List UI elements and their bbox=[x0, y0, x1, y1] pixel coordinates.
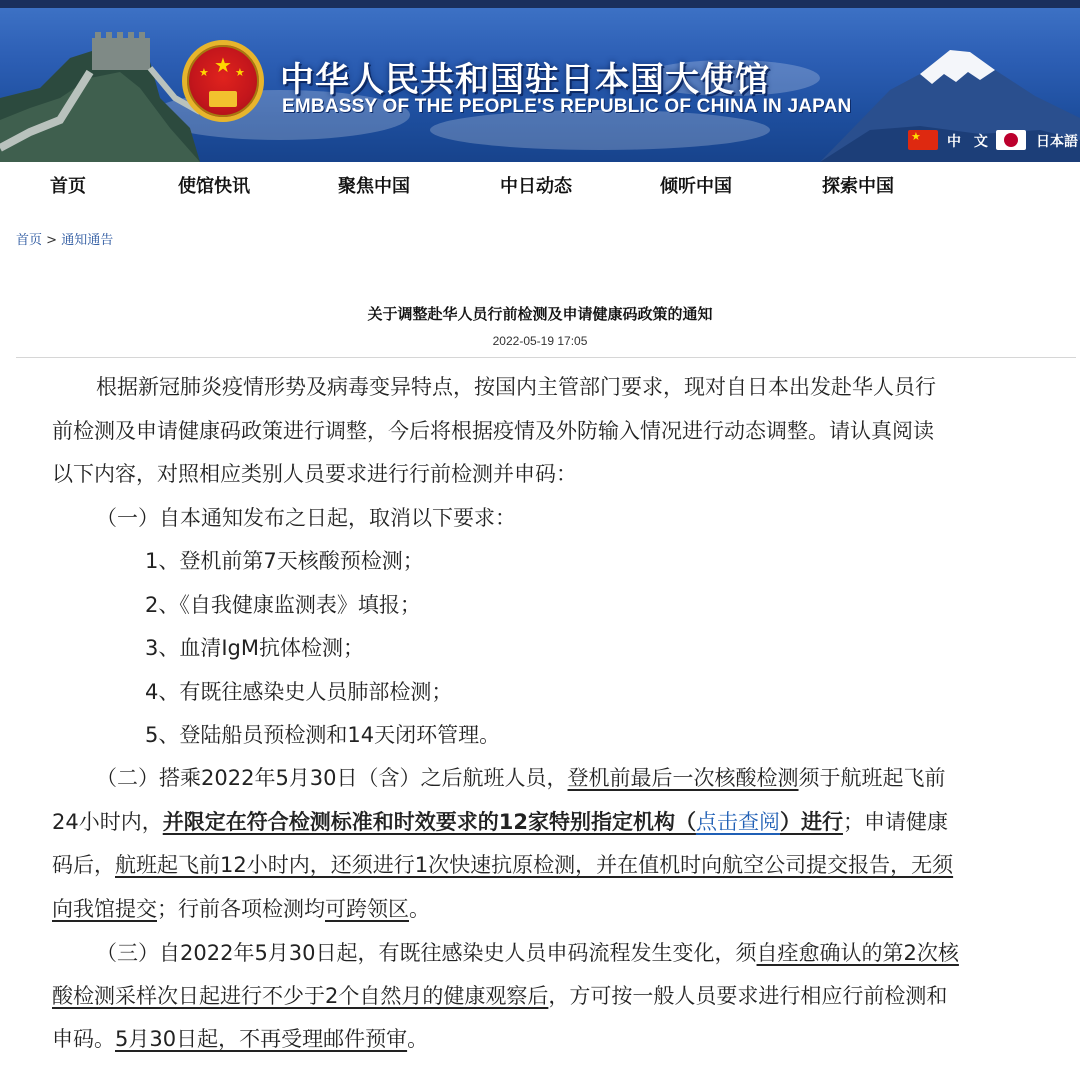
underlined-text: 可跨领区 bbox=[325, 897, 409, 921]
paragraph-line bbox=[96, 763, 946, 793]
japan-flag-icon[interactable] bbox=[996, 130, 1026, 150]
paragraph-line bbox=[52, 894, 430, 924]
main-nav bbox=[0, 162, 1080, 208]
list-item: 5、登陆船员预检测和14天闭环管理。 bbox=[145, 723, 501, 747]
list-item: 3、血清IgM抗体检测； bbox=[145, 636, 365, 660]
text-segment: ，方可按一般人员要求进行相应行前检测和 bbox=[548, 984, 948, 1008]
article-date: 2022-05-19 17:05 bbox=[492, 334, 588, 348]
nav-item-china-japan[interactable]: 中日动态 bbox=[500, 176, 572, 197]
underlined-text: 酸检测采样次日起进行不少于2个自然月的健康观察后 bbox=[52, 984, 549, 1008]
text-segment: 申码。 bbox=[52, 1027, 115, 1051]
lang-switch-cn[interactable]: 中 文 bbox=[947, 134, 992, 150]
great-wall-illustration bbox=[0, 28, 200, 162]
text-segment: 。 bbox=[407, 1027, 429, 1051]
banner-top-strip bbox=[0, 0, 1080, 8]
article-title: 关于调整赴华人员行前检测及申请健康码政策的通知 bbox=[367, 305, 713, 323]
breadcrumb-current[interactable]: 通知通告 bbox=[61, 233, 114, 248]
bold-underlined-text: 并限定在符合检测标准和时效要求的12家特别指定机构（ bbox=[162, 810, 696, 834]
underlined-text: 自痊愈确认的第2次核 bbox=[756, 941, 959, 965]
site-title-cn: 中华人民共和国驻日本国大使馆 bbox=[280, 60, 770, 100]
list-item: 1、登机前第7天核酸预检测； bbox=[145, 549, 424, 573]
section-heading: （一）自本通知发布之日起，取消以下要求： bbox=[96, 506, 516, 530]
text-segment: 码后， bbox=[52, 853, 115, 877]
text-segment: 须于航班起飞前 bbox=[798, 766, 946, 790]
underlined-text: 航班起飞前12小时内，还须进行1次快速抗原检测，并在值机时向航空公司提交报告，无须 bbox=[115, 853, 954, 877]
text-segment: （二）搭乘2022年5月30日（含）之后航班人员， bbox=[96, 766, 568, 790]
china-flag-icon[interactable]: ★ bbox=[908, 130, 938, 150]
bold-underlined-text: ）进行 bbox=[779, 810, 843, 834]
underlined-text: 向我馆提交 bbox=[52, 897, 157, 921]
text-segment: 24小时内， bbox=[52, 810, 163, 834]
lang-switch-jp[interactable]: 日本語 bbox=[1036, 134, 1078, 150]
paragraph-line bbox=[52, 1024, 428, 1054]
paragraph-line bbox=[52, 850, 953, 880]
breadcrumb bbox=[16, 229, 113, 248]
list-item: 4、有既往感染史人员肺部检测； bbox=[145, 680, 453, 704]
nav-item-home[interactable]: 首页 bbox=[50, 176, 86, 197]
nav-item-explore-china[interactable]: 探索中国 bbox=[822, 176, 894, 197]
nav-item-listen-china[interactable]: 倾听中国 bbox=[660, 176, 732, 197]
breadcrumb-home[interactable]: 首页 bbox=[16, 233, 43, 248]
paragraph-line bbox=[52, 807, 948, 837]
text-segment: ；行前各项检测均 bbox=[157, 897, 325, 921]
site-banner bbox=[0, 0, 1080, 162]
site-title-en: EMBASSY OF THE PEOPLE'S REPUBLIC OF CHINA IN JAPAN bbox=[282, 96, 852, 117]
paragraph-line: 前检测及申请健康码政策进行调整，今后将根据疫情及外防输入情况进行动态调整。请认真阅读 bbox=[52, 419, 934, 443]
underlined-text: 登机前最后一次核酸检测 bbox=[567, 766, 799, 790]
list-item: 2、《自我健康监测表》填报； bbox=[145, 593, 421, 617]
national-emblem-icon: ★ ★ ★ bbox=[182, 40, 264, 122]
breadcrumb-separator: > bbox=[42, 233, 62, 248]
text-segment: 。 bbox=[409, 897, 430, 921]
paragraph-line bbox=[52, 981, 947, 1011]
paragraph-line: 以下内容，对照相应类别人员要求进行行前检测并申码： bbox=[52, 462, 577, 486]
paragraph-line: 根据新冠肺炎疫情形势及病毒变异特点，按国内主管部门要求，现对自日本出发赴华人员行 bbox=[96, 375, 936, 399]
paragraph-line bbox=[96, 938, 959, 968]
text-segment: ；申请健康 bbox=[842, 810, 948, 834]
article-divider bbox=[16, 357, 1076, 358]
nav-item-news[interactable]: 使馆快讯 bbox=[178, 176, 250, 197]
text-segment: （三）自2022年5月30日起，有既往感染史人员申码流程发生变化，须 bbox=[96, 941, 757, 965]
view-institutions-link[interactable]: 点击查阅 bbox=[695, 810, 780, 834]
underlined-text: 5月30日起，不再受理邮件预审 bbox=[115, 1027, 408, 1051]
nav-item-focus-china[interactable]: 聚焦中国 bbox=[338, 176, 410, 197]
